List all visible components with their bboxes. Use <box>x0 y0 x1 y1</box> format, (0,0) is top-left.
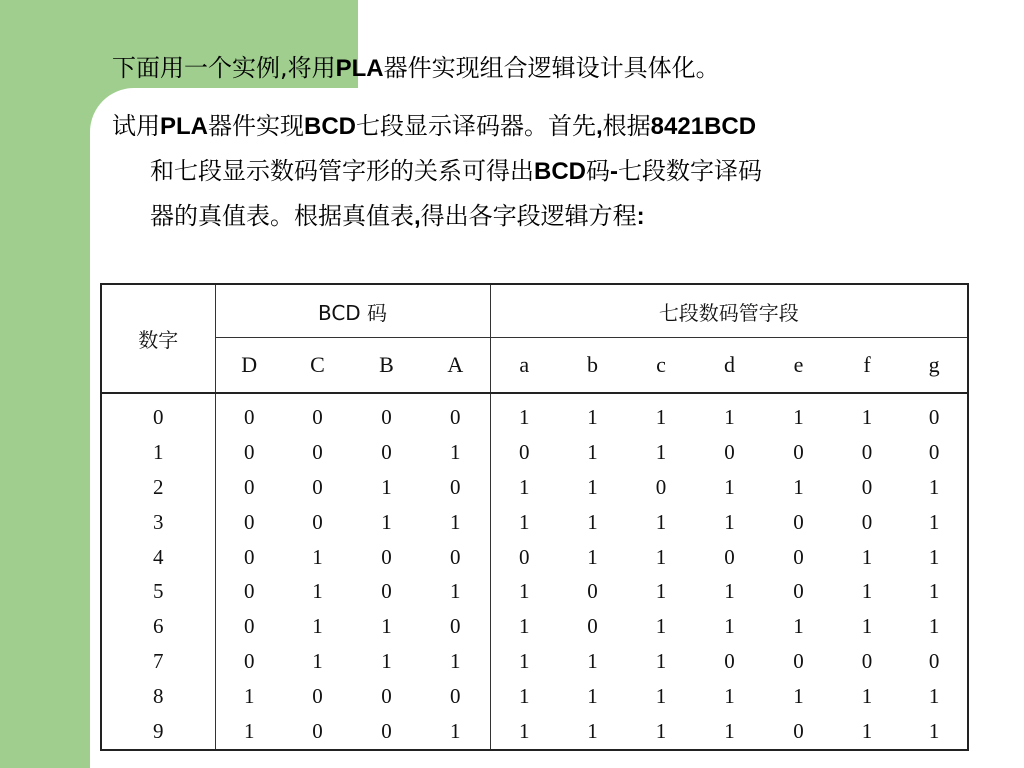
segment-cell: 1 <box>793 684 804 709</box>
segment-cell: 0 <box>655 474 667 499</box>
segment-cell: 1 <box>861 544 873 569</box>
segment-cell: 0 <box>793 439 804 464</box>
bullet-paragraph <box>112 104 982 239</box>
bullet-line-1 <box>112 104 982 149</box>
header-col-b: B <box>352 338 421 394</box>
header-seg-a: a <box>490 338 558 394</box>
bold-fragment: : <box>636 203 645 230</box>
segment-cell: 1 <box>519 404 530 429</box>
digit-cell: 2 <box>101 470 215 505</box>
segment-cell: 1 <box>928 509 940 534</box>
segment-cell: 1 <box>519 474 530 499</box>
table-header-row-1 <box>101 284 968 338</box>
bcd-seven-segment-truth-table <box>100 283 969 751</box>
bold-fragment: , <box>596 113 603 140</box>
digit-cell: 1 <box>101 435 215 470</box>
segment-cell: 1 <box>928 719 940 744</box>
intro-text <box>112 50 720 87</box>
segment-cell: 0 <box>724 544 735 569</box>
segment-cell: 1 <box>724 474 735 499</box>
text-fragment: 器的真值表。根据真值表 <box>150 202 414 230</box>
bcd-cell: 0 <box>421 393 490 435</box>
table-row <box>101 435 968 470</box>
bold-fragment: , <box>414 203 421 230</box>
digit-cell: 8 <box>101 679 215 714</box>
bcd-cell: 0 <box>381 439 392 464</box>
bcd-cell: 1 <box>312 614 323 639</box>
table-row <box>101 609 968 644</box>
intro-suffix: 器件实现组合逻辑设计具体化。 <box>383 54 720 82</box>
table-row <box>101 714 968 750</box>
segment-cell: 1 <box>928 544 940 569</box>
segment-cell: 0 <box>793 649 804 674</box>
segment-cell: 1 <box>587 474 598 499</box>
bcd-cell: 0 <box>381 544 392 569</box>
segment-cell: 0 <box>724 439 735 464</box>
bcd-cell: 0 <box>312 684 323 709</box>
segment-cell: 1 <box>655 509 667 534</box>
segment-cell: 1 <box>587 509 598 534</box>
header-digit: 数字 <box>101 284 215 393</box>
bcd-cell: 1 <box>381 649 392 674</box>
bcd-cell: 1 <box>381 474 392 499</box>
header-seg-b: b <box>558 338 627 394</box>
text-fragment: 根据 <box>602 112 651 140</box>
bcd-cell: 0 <box>244 579 255 604</box>
segment-cell: 1 <box>793 404 804 429</box>
bcd-cell: 0 <box>244 474 255 499</box>
bcd-cell: 0 <box>244 649 255 674</box>
digit-cell: 4 <box>101 540 215 575</box>
bold-fragment: BCD <box>534 158 586 185</box>
bcd-cell: 1 <box>244 719 255 744</box>
header-bcd-group: BCD 码 <box>215 284 490 338</box>
segment-cell: 1 <box>861 684 873 709</box>
table-row <box>101 470 968 505</box>
segment-cell: 0 <box>793 579 804 604</box>
digit-cell: 9 <box>101 714 215 750</box>
bold-fragment: - <box>610 158 618 185</box>
segment-cell: 0 <box>861 509 873 534</box>
header-segment-group: 七段数码管字段 <box>490 284 968 338</box>
table-header-row-2 <box>101 338 968 394</box>
table-row <box>101 679 968 714</box>
table-row <box>101 644 968 679</box>
segment-cell: 1 <box>861 579 873 604</box>
segment-cell: 0 <box>861 474 873 499</box>
segment-cell: 1 <box>928 614 940 639</box>
text-fragment: 和七段显示数码管字形的关系可得出 <box>150 157 534 185</box>
segment-cell: 0 <box>793 509 804 534</box>
digit-cell: 3 <box>101 505 215 540</box>
bullet-line-3 <box>112 194 982 239</box>
segment-cell: 0 <box>861 649 873 674</box>
bcd-cell: 1 <box>244 684 255 709</box>
bcd-cell: 0 <box>421 679 490 714</box>
segment-cell: 1 <box>724 684 735 709</box>
digit-cell: 7 <box>101 644 215 679</box>
header-seg-f: f <box>833 338 901 394</box>
bcd-cell: 1 <box>421 714 490 750</box>
segment-cell: 1 <box>861 719 873 744</box>
segment-cell: 1 <box>655 614 667 639</box>
header-seg-e: e <box>764 338 833 394</box>
table-row <box>101 574 968 609</box>
bcd-cell: 0 <box>381 684 392 709</box>
segment-cell: 1 <box>587 404 598 429</box>
intro-bold-term: PLA <box>335 55 384 82</box>
bold-fragment: PLA <box>160 113 208 140</box>
segment-cell: 0 <box>793 719 804 744</box>
segment-cell: 1 <box>655 439 667 464</box>
segment-cell: 0 <box>519 439 530 464</box>
header-col-d: D <box>215 338 283 394</box>
segment-cell: 1 <box>519 684 530 709</box>
segment-cell: 1 <box>587 684 598 709</box>
segment-cell: 1 <box>587 544 598 569</box>
bcd-cell: 0 <box>244 509 255 534</box>
segment-cell: 1 <box>655 544 667 569</box>
text-fragment: 得出各字段逻辑方程 <box>420 202 637 230</box>
bcd-cell: 1 <box>312 649 323 674</box>
segment-cell: 1 <box>519 579 530 604</box>
segment-cell: 1 <box>655 404 667 429</box>
bcd-cell: 0 <box>312 474 323 499</box>
segment-cell: 1 <box>519 614 530 639</box>
bcd-cell: 1 <box>421 574 490 609</box>
bcd-cell: 1 <box>312 579 323 604</box>
segment-cell: 0 <box>793 544 804 569</box>
segment-cell: 1 <box>655 579 667 604</box>
segment-cell: 1 <box>861 614 873 639</box>
text-fragment: 七段显示译码器。首先 <box>356 112 596 140</box>
segment-cell: 1 <box>928 474 940 499</box>
header-seg-c: c <box>627 338 695 394</box>
segment-cell: 0 <box>928 439 940 464</box>
header-col-a: A <box>421 338 490 394</box>
segment-cell: 1 <box>793 474 804 499</box>
bcd-cell: 1 <box>381 509 392 534</box>
segment-cell: 1 <box>519 719 530 744</box>
segment-cell: 1 <box>587 719 598 744</box>
segment-cell: 1 <box>587 439 598 464</box>
header-seg-d: d <box>695 338 764 394</box>
segment-cell: 1 <box>724 404 735 429</box>
bold-fragment: BCD <box>304 113 356 140</box>
bcd-cell: 0 <box>244 544 255 569</box>
table-body <box>101 393 968 750</box>
bcd-cell: 0 <box>244 614 255 639</box>
segment-cell: 0 <box>724 649 735 674</box>
bcd-cell: 0 <box>381 719 392 744</box>
segment-cell: 1 <box>724 579 735 604</box>
bcd-cell: 0 <box>244 404 255 429</box>
segment-cell: 1 <box>587 649 598 674</box>
bcd-cell: 0 <box>381 404 392 429</box>
intro-prefix: 下面用一个实例,将用 <box>112 54 336 82</box>
segment-cell: 1 <box>861 404 873 429</box>
segment-cell: 0 <box>861 439 873 464</box>
segment-cell: 1 <box>928 684 940 709</box>
bcd-cell: 0 <box>421 470 490 505</box>
segment-cell: 0 <box>587 579 598 604</box>
bcd-cell: 0 <box>312 439 323 464</box>
bcd-cell: 0 <box>421 540 490 575</box>
bcd-cell: 1 <box>312 544 323 569</box>
segment-cell: 0 <box>587 614 598 639</box>
bcd-cell: 1 <box>381 614 392 639</box>
table-row <box>101 505 968 540</box>
segment-cell: 1 <box>655 684 667 709</box>
header-seg-g: g <box>901 338 968 394</box>
segment-cell: 1 <box>655 719 667 744</box>
segment-cell: 1 <box>655 649 667 674</box>
digit-cell: 5 <box>101 574 215 609</box>
bcd-cell: 0 <box>312 404 323 429</box>
text-fragment: 器件实现 <box>208 112 304 140</box>
digit-cell: 6 <box>101 609 215 644</box>
segment-cell: 1 <box>519 649 530 674</box>
segment-cell: 0 <box>519 544 530 569</box>
bcd-cell: 0 <box>244 439 255 464</box>
table-row <box>101 393 968 435</box>
segment-cell: 1 <box>519 509 530 534</box>
bcd-cell: 1 <box>421 644 490 679</box>
text-fragment: 试用 <box>112 112 160 140</box>
segment-cell: 0 <box>928 404 940 429</box>
bold-fragment: 8421BCD <box>650 113 757 140</box>
segment-cell: 1 <box>793 614 804 639</box>
segment-cell: 0 <box>928 649 940 674</box>
bcd-cell: 0 <box>312 719 323 744</box>
segment-cell: 1 <box>724 509 735 534</box>
bcd-cell: 0 <box>381 579 392 604</box>
text-fragment: 码 <box>586 157 610 185</box>
bcd-cell: 1 <box>421 505 490 540</box>
table-row <box>101 540 968 575</box>
bullet-line-2 <box>112 149 982 194</box>
bcd-cell: 0 <box>312 509 323 534</box>
segment-cell: 1 <box>928 579 940 604</box>
segment-cell: 1 <box>724 719 735 744</box>
bcd-cell: 0 <box>421 609 490 644</box>
text-fragment: 七段数字译码 <box>618 157 762 185</box>
segment-cell: 1 <box>724 614 735 639</box>
bcd-cell: 1 <box>421 435 490 470</box>
digit-cell: 0 <box>101 393 215 435</box>
header-col-c: C <box>283 338 352 394</box>
